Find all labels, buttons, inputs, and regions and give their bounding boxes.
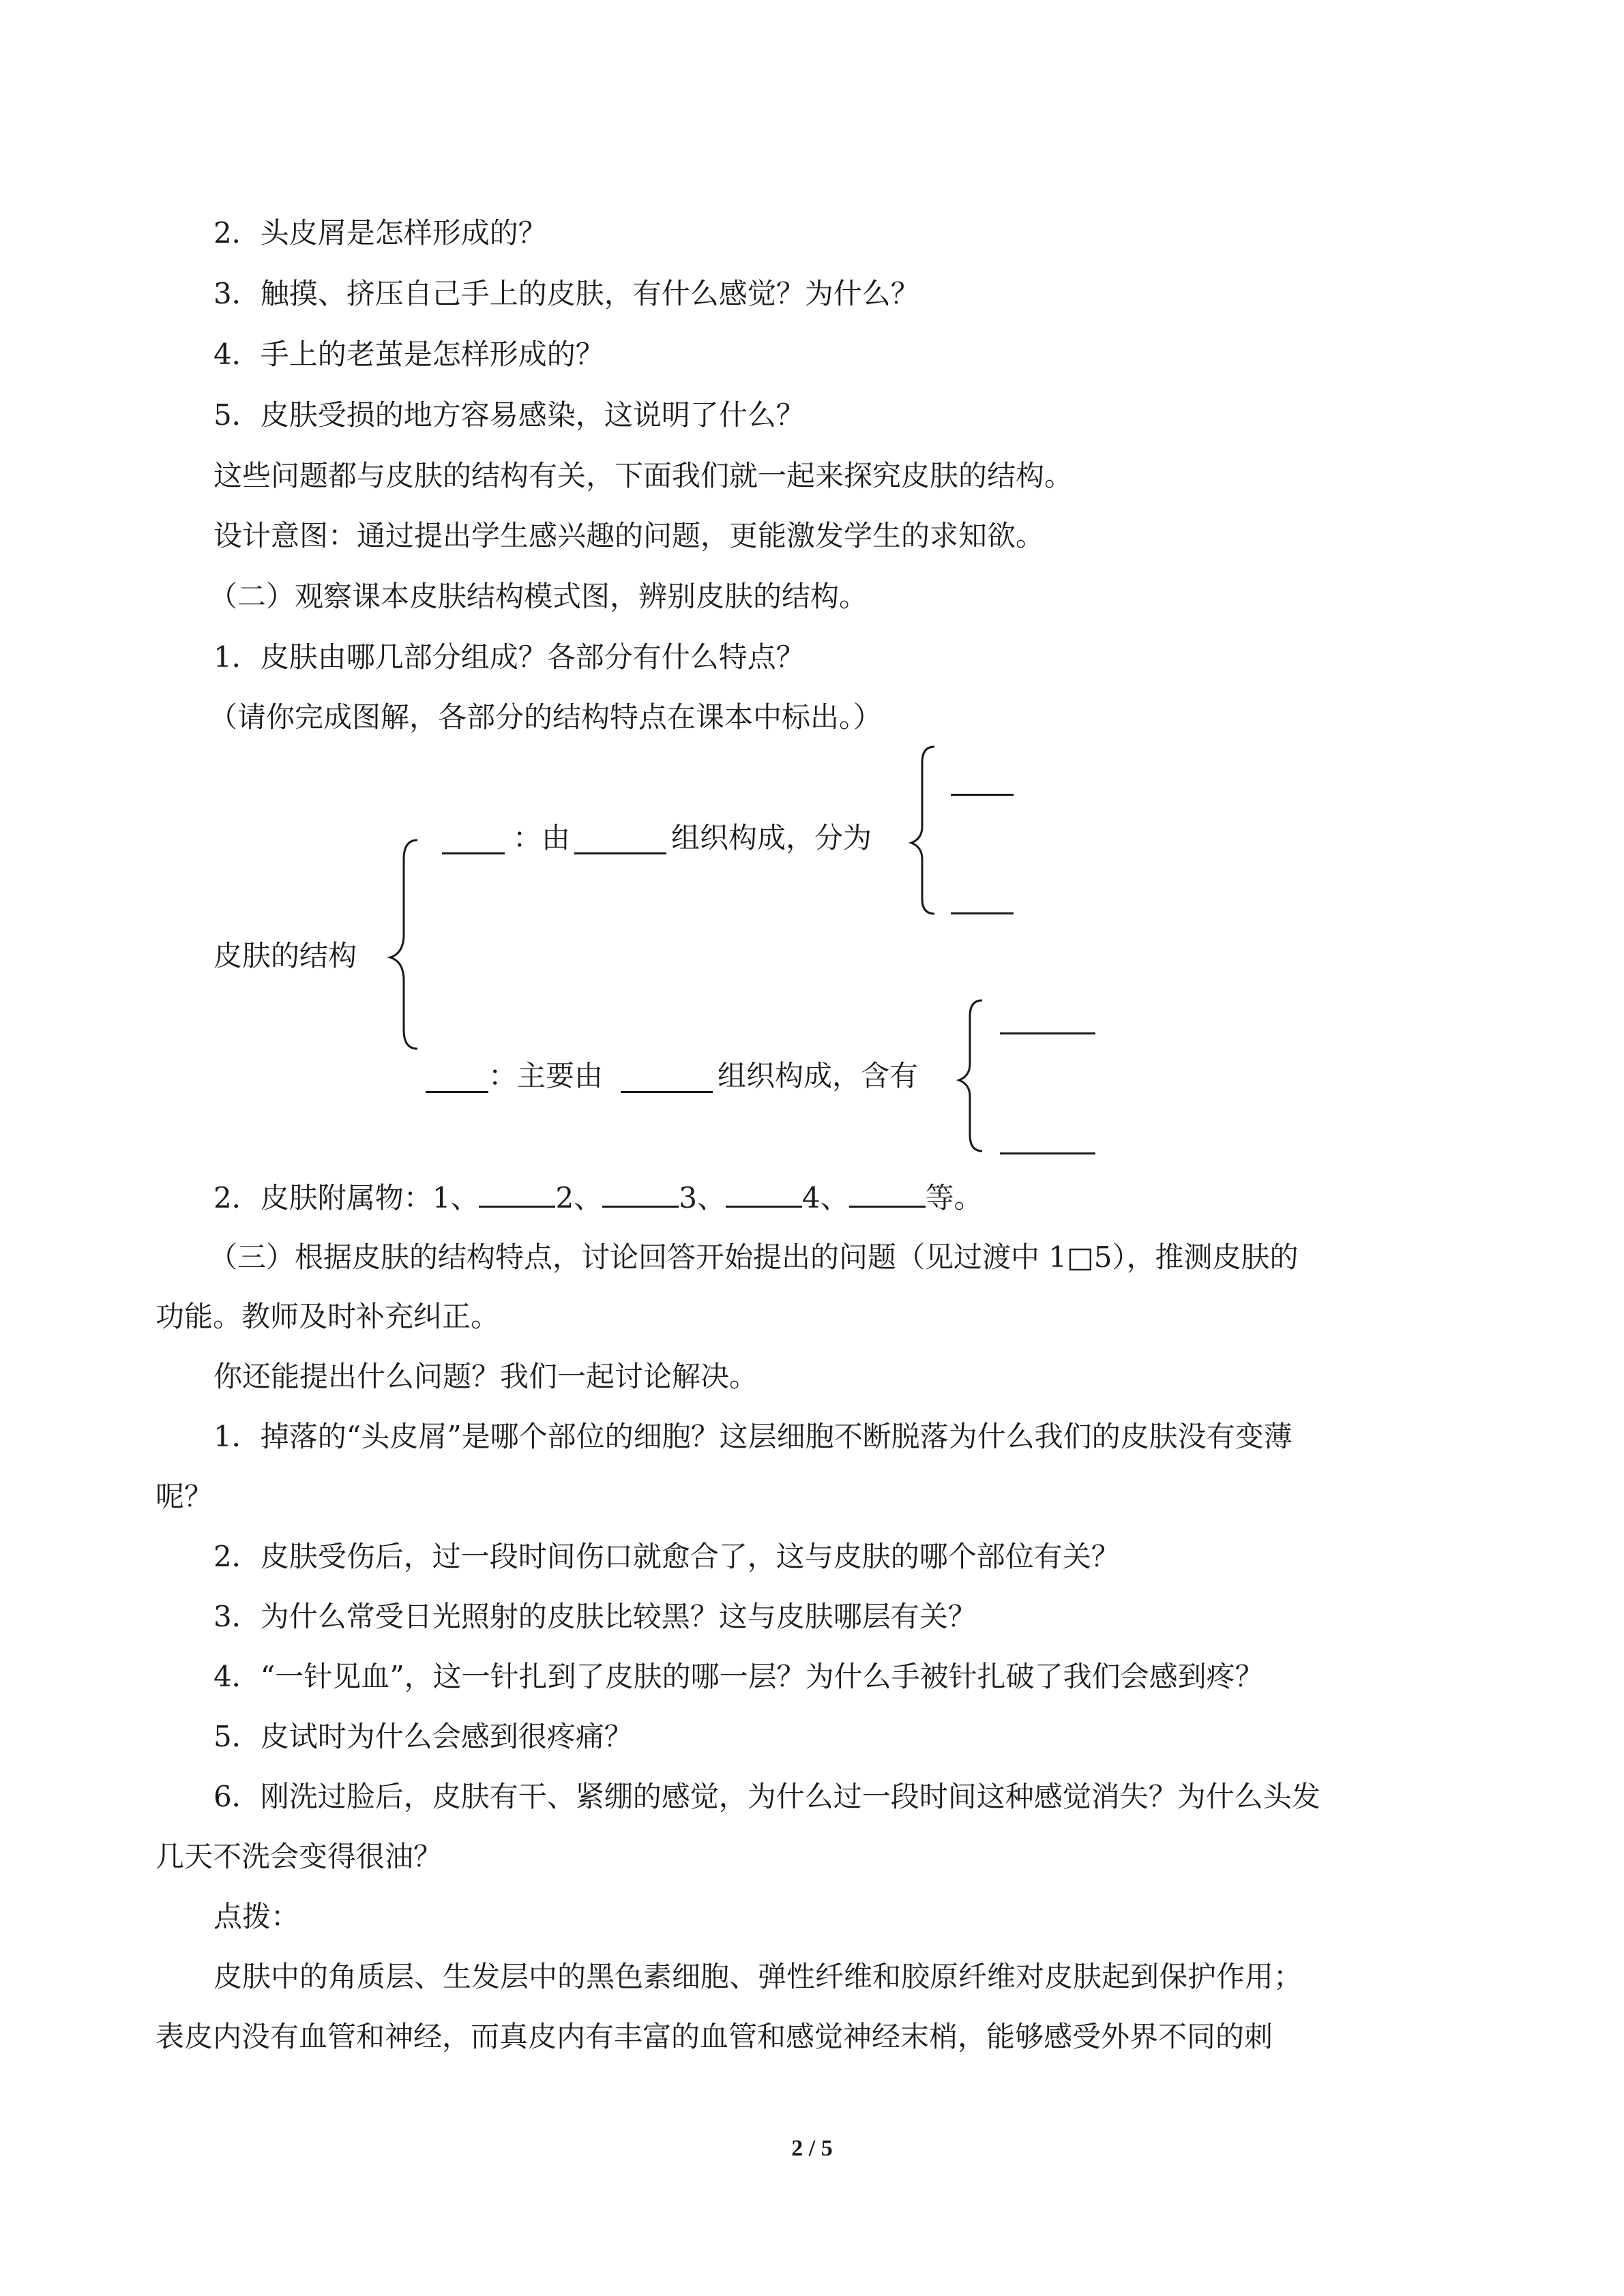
appendages-end: 等。 (925, 1181, 983, 1214)
upper-tail: 组织构成，分为 (671, 821, 872, 854)
upper-layer-1-blank (951, 794, 1014, 796)
section-2-heading: （二）观察课本皮肤结构模式图，辨别皮肤的结构。 (209, 580, 868, 613)
question-5: 5．皮肤受损的地方容易感染，这说明了什么？ (213, 398, 805, 432)
lower-tail: 组织构成，含有 (718, 1059, 919, 1092)
more-question-1a: 1．掉落的“头皮屑”是哪个部位的细胞？这层细胞不断脱落为什么我们的皮肤没有变薄 (213, 1420, 1293, 1453)
hint-heading: 点拨： (213, 1900, 300, 1933)
more-questions-intro: 你还能提出什么问题？我们一起讨论解决。 (213, 1360, 758, 1393)
page-number: 2 / 5 (791, 2136, 833, 2161)
more-question-6a: 6．刚洗过脸后，皮肤有干、紧绷的感觉，为什么过一段时间这种感觉消失？为什么头发 (213, 1780, 1320, 1813)
lower-colon: ：主要由 (488, 1059, 604, 1092)
more-question-2: 2．皮肤受伤后，过一段时间伤口就愈合了，这与皮肤的哪个部位有关？ (213, 1540, 1120, 1573)
lower-item-2-blank (1000, 1152, 1095, 1154)
appendage-2-blank (602, 1180, 679, 1208)
upper-brace (911, 747, 934, 914)
appendage-3-blank (726, 1180, 802, 1208)
question-3: 3．触摸、挤压自己手上的皮肤，有什么感觉？为什么？ (213, 277, 919, 310)
design-intent: 设计意图：通过提出学生感兴趣的问题，更能激发学生的求知欲。 (213, 519, 1045, 552)
more-question-1b: 呢？ (156, 1480, 213, 1513)
question-2: 2．头皮屑是怎样形成的？ (213, 216, 547, 250)
appendage-3-label: 3、 (679, 1181, 726, 1214)
section-2-note: （请你完成图解，各部分的结构特点在课本中标出。） (209, 700, 883, 734)
appendage-4-blank (849, 1180, 926, 1208)
section-2-question-1: 1．皮肤由哪几部分组成？各部分有什么特点？ (213, 640, 805, 674)
more-question-3: 3．为什么常受日光照射的皮肤比较黑？这与皮肤哪层有关？ (213, 1600, 977, 1633)
appendage-4-label: 4、 (801, 1181, 849, 1214)
appendage-1-blank (479, 1180, 555, 1208)
more-question-6b: 几天不洗会变得很油？ (156, 1840, 443, 1873)
lower-brace (959, 1000, 982, 1151)
epidermis-blank (442, 852, 505, 854)
more-question-4: 4．“一针见血”，这一针扎到了皮肤的哪一层？为什么手被针扎破了我们会感到疼？ (213, 1660, 1264, 1693)
dermis-blank (426, 1091, 488, 1093)
upper-colon: ：由 (513, 821, 571, 854)
appendages-prefix: 2．皮肤附属物：1、 (213, 1181, 479, 1214)
more-question-5: 5．皮试时为什么会感到很疼痛？ (213, 1720, 633, 1753)
lower-tissue-blank (621, 1091, 713, 1093)
question-4: 4．手上的老茧是怎样形成的？ (213, 338, 604, 371)
upper-layer-2-blank (951, 912, 1014, 914)
upper-tissue-blank (574, 852, 666, 854)
hint-paragraph-line-1: 皮肤中的角质层、生发层中的黑色素细胞、弹性纤维和胶原纤维对皮肤起到保护作用； (213, 1960, 1303, 1993)
main-brace (390, 840, 417, 1049)
lower-item-1-blank (1000, 1032, 1095, 1034)
appendages-line (213, 1180, 983, 1216)
hint-paragraph-line-2: 表皮内没有血管和神经，而真皮内有丰富的血管和感觉神经末梢，能够感受外界不同的刺 (156, 2020, 1273, 2053)
intro-paragraph: 这些问题都与皮肤的结构有关，下面我们就一起来探究皮肤的结构。 (213, 459, 1074, 492)
diagram-root-label: 皮肤的结构 (213, 939, 357, 972)
section-3-line-2: 功能。教师及时补充纠正。 (156, 1300, 500, 1333)
appendage-2-label: 2、 (555, 1181, 603, 1214)
section-3-line-1: （三）根据皮肤的结构特点，讨论回答开始提出的问题（见过渡中 1□5），推测皮肤的 (209, 1240, 1299, 1274)
